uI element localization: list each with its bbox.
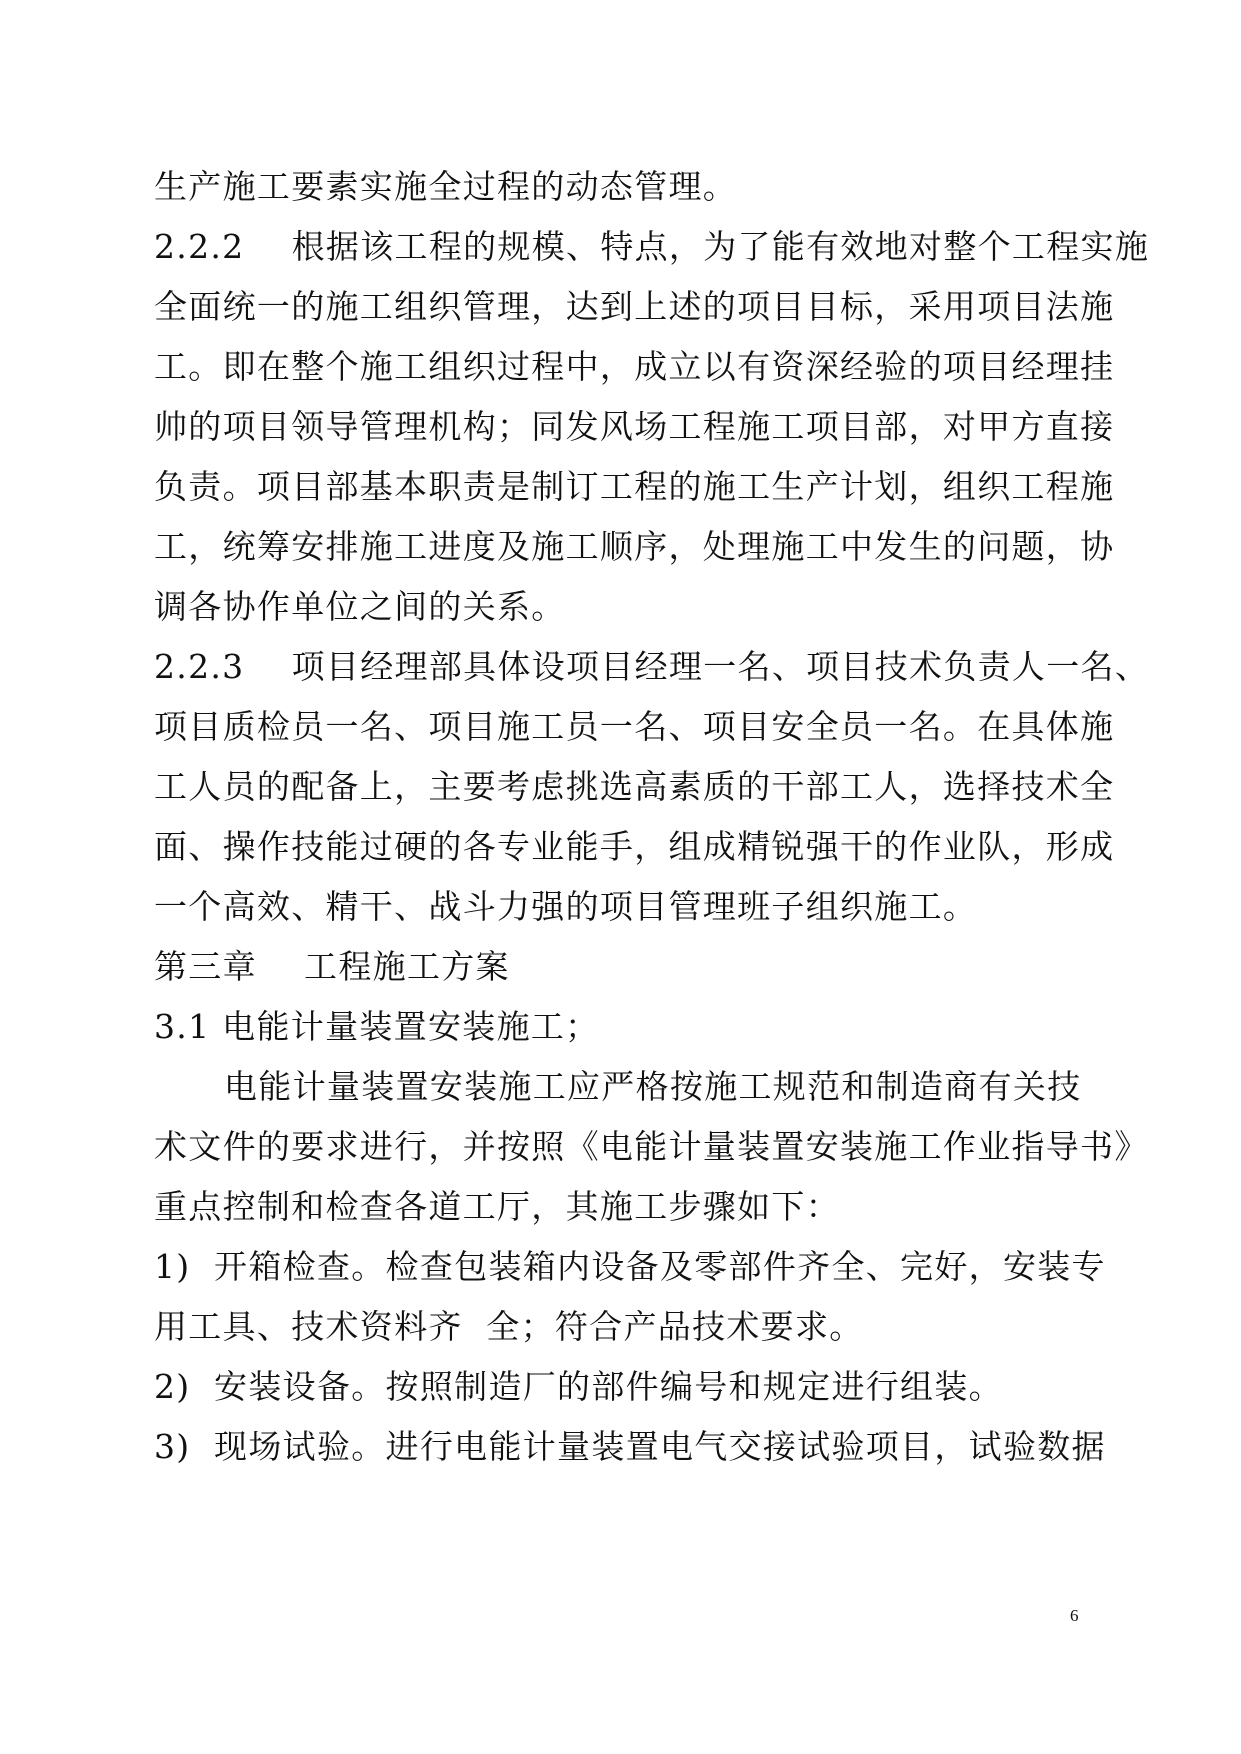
text-line: 项目质检员一名、项目施工员一名、项目安全员一名。在具体施 bbox=[154, 707, 1115, 746]
text-line: 负责。项目部基本职责是制订工程的施工生产计划，组织工程施 bbox=[154, 467, 1115, 506]
list-item: 1) 开箱检查。检查包装箱内设备及零部件齐全、完好，安装专 bbox=[154, 1247, 1106, 1286]
section-heading: 3.1 电能计量装置安装施工； bbox=[154, 1007, 600, 1046]
list-item: 3) 现场试验。进行电能计量装置电气交接试验项目，试验数据 bbox=[154, 1427, 1106, 1466]
text-line: 2.2.3 项目经理部具体设项目经理一名、项目技术负责人一名、 bbox=[154, 647, 1150, 686]
text-line: 电能计量装置安装施工应严格按施工规范和制造商有关技 bbox=[224, 1067, 1082, 1106]
text-line: 调各协作单位之间的关系。 bbox=[154, 587, 566, 626]
text-line: 术文件的要求进行，并按照《电能计量装置安装施工作业指导书》 bbox=[154, 1127, 1149, 1166]
text-line: 生产施工要素实施全过程的动态管理。 bbox=[154, 167, 738, 206]
text-line: 用工具、技术资料齐 全；符合产品技术要求。 bbox=[154, 1307, 864, 1346]
text-line: 全面统一的施工组织管理，达到上述的项目目标，采用项目法施 bbox=[154, 287, 1115, 326]
text-line: 工，统筹安排施工进度及施工顺序，处理施工中发生的问题，协 bbox=[154, 527, 1115, 566]
page-number: 6 bbox=[1070, 1606, 1079, 1625]
text-line: 面、操作技能过硬的各专业能手，组成精锐强干的作业队，形成 bbox=[154, 827, 1115, 866]
text-line: 一个高效、精干、战斗力强的项目管理班子组织施工。 bbox=[154, 887, 978, 926]
text-line: 工人员的配备上，主要考虑挑选高素质的干部工人，选择技术全 bbox=[154, 767, 1115, 806]
text-line: 帅的项目领导管理机构；同发风场工程施工项目部，对甲方直接 bbox=[154, 407, 1115, 446]
text-line: 工。即在整个施工组织过程中，成立以有资深经验的项目经理挂 bbox=[154, 347, 1115, 386]
chapter-heading: 第三章 工程施工方案 bbox=[154, 947, 510, 986]
text-line: 重点控制和检查各道工厅，其施工步骤如下： bbox=[154, 1187, 840, 1226]
list-item: 2) 安装设备。按照制造厂的部件编号和规定进行组装。 bbox=[154, 1367, 1003, 1406]
text-line: 2.2.2 根据该工程的规模、特点，为了能有效地对整个工程实施 bbox=[154, 227, 1150, 266]
